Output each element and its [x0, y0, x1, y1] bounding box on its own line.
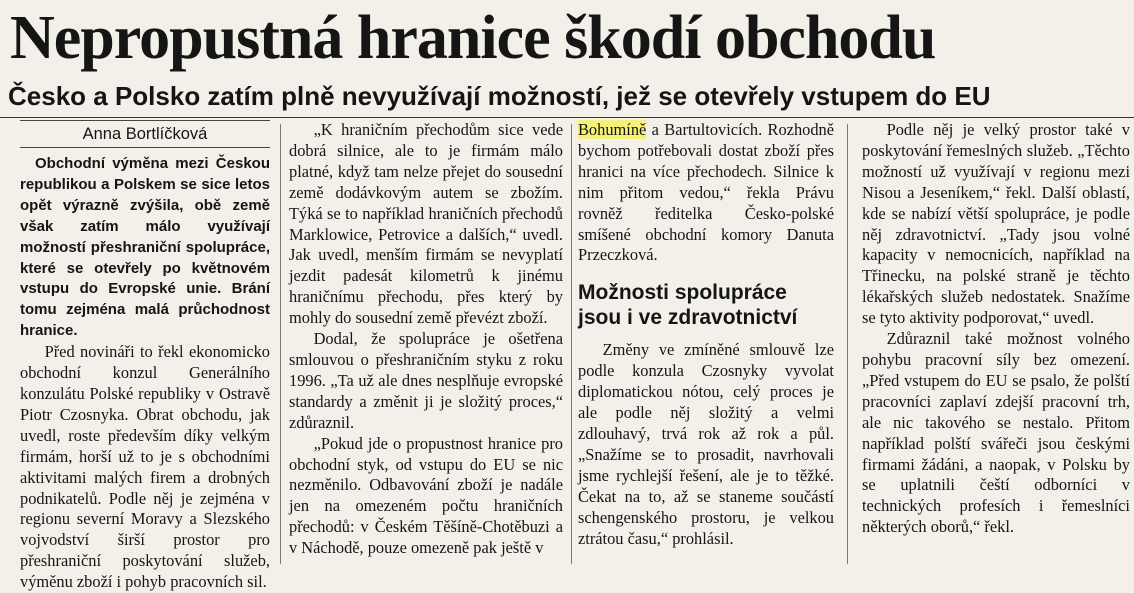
byline-rule	[20, 120, 270, 121]
column-4	[862, 120, 1130, 566]
paragraph: Před novináři to řekl ekonomicko obchodní konzul Generálního konzulátu Polské republiky v Ostravě Piotr Czosnyka. Obrat obchodu, jak uvedl, roste především díky velkým firmám, horší už to je s obchodními aktivitami malých firem a drobných podnikatelů. Podle něj je zejména v regionu severní Moravy a Slezského vojvodství širší prostor pro přeshraniční poskytování služeb, výměnu zboží i pohyb pracovních sil.	[20, 342, 270, 592]
byline: Anna Bortlíčková	[20, 123, 270, 148]
column-1	[20, 120, 270, 592]
highlighted-word: Bohumíně	[578, 120, 647, 139]
lead-paragraph: Obchodní výměna mezi Českou republikou a Polskem se sice letos opět výrazně zvýšila, obě země však zatím málo využívají možností přeshraniční spolupráce, které se otevřely po květnovém vstupu do Evropské unie. Brání tomu zejména malá průchodnost hranice.	[20, 155, 270, 340]
headline: Nepropustná hranice škodí obchodu	[10, 4, 936, 72]
paragraph	[578, 120, 834, 266]
section-heading: Možnosti spolupráce jsou i ve zdravotnictví	[578, 281, 798, 330]
paragraph: Zdůraznil také možnost volného pohybu pracovní síly bez omezení. „Před vstupem do EU se psalo, že polští pracovníci zaplaví zdejší pracovní trh, ale nic takového se nestalo. Přitom například polští svářeči jsou českými firmami žádáni, a naopak, v Polsku by se uplatnili čeští odborníci v technických profesích i řemeslníci některých oborů,“ řekl.	[862, 329, 1130, 537]
column-divider	[280, 124, 281, 564]
column-3	[578, 120, 834, 566]
paragraph: Změny ve zmíněné smlouvě lze podle konzula Czosnyky vyvolat diplomatickou nótou, celý proces je ale podle něj složitý a velmi zdlouhavý, trvá rok až rok a půl. „Snažíme se to prosadit, navrhovali jsme rychlejší řešení, ale je to těžké. Čekat na to, až se staneme součástí schengenského prostoru, je velkou ztrátou času,“ prohlásil.	[578, 340, 834, 548]
header-rule	[0, 117, 1134, 118]
paragraph: „Pokud jde o propustnost hranice pro obchodní styk, od vstupu do EU se nic nezměnilo. Odbavování zboží je nadále jen na omezeném počtu hraničních přechodů: v Českém Těšíně-Chotěbuzi a v Náchodě, pouze omezeně pak ještě v	[289, 433, 563, 558]
subheadline: Česko a Polsko zatím plně nevyužívají možností, jež se otevřely vstupem do EU	[8, 81, 991, 111]
paragraph: Podle něj je velký prostor také v poskytování řemeslných služeb. „Těchto možností už využívají v regionu mezi Nisou a Jeseníkem,“ řekl. Další oblastí, kde se nabízí větší spolupráce, je podle něj zdravotnictví. „Tady jsou volné kapacity v nemocnicích, například na Třinecku, na polské straně je těchto lékařských služeb nedostatek. Snažíme se tyto aktivity podporovat,“ uvedl.	[862, 120, 1130, 328]
paragraph-text: a Bartultovicích. Rozhodně bychom potřebovali dostat zboží přes hranici na více přechodech. Silnice k nim přitom vedou,“ řekla Právu rovněž ředitelka Česko-polské smíšené obchodní komory Danuta Przeczková.	[578, 120, 834, 265]
column-2	[289, 120, 563, 566]
paragraph: Dodal, že spolupráce je ošetřena smlouvou o přeshraničním styku z roku 1996. „Ta už ale dnes nesplňuje evropské standardy a změnit ji je složitý proces,“ zdůraznil.	[289, 329, 563, 432]
paragraph: „K hraničním přechodům sice vede dobrá silnice, ale to je firmám málo platné, když tam nelze přejet do sousední země dodávkovým autem se zbožím. Týká se to například hraničních přechodů Marklowice, Petrovice a dalších,“ uvedl. Jak uvedl, menším firmám se nevyplatí jezdit padesát kilometrů k jinému hraničnímu přechodu, přes který by mohly do sousední země převézt zboží.	[289, 120, 563, 328]
column-divider	[571, 124, 572, 564]
column-divider	[847, 124, 848, 564]
